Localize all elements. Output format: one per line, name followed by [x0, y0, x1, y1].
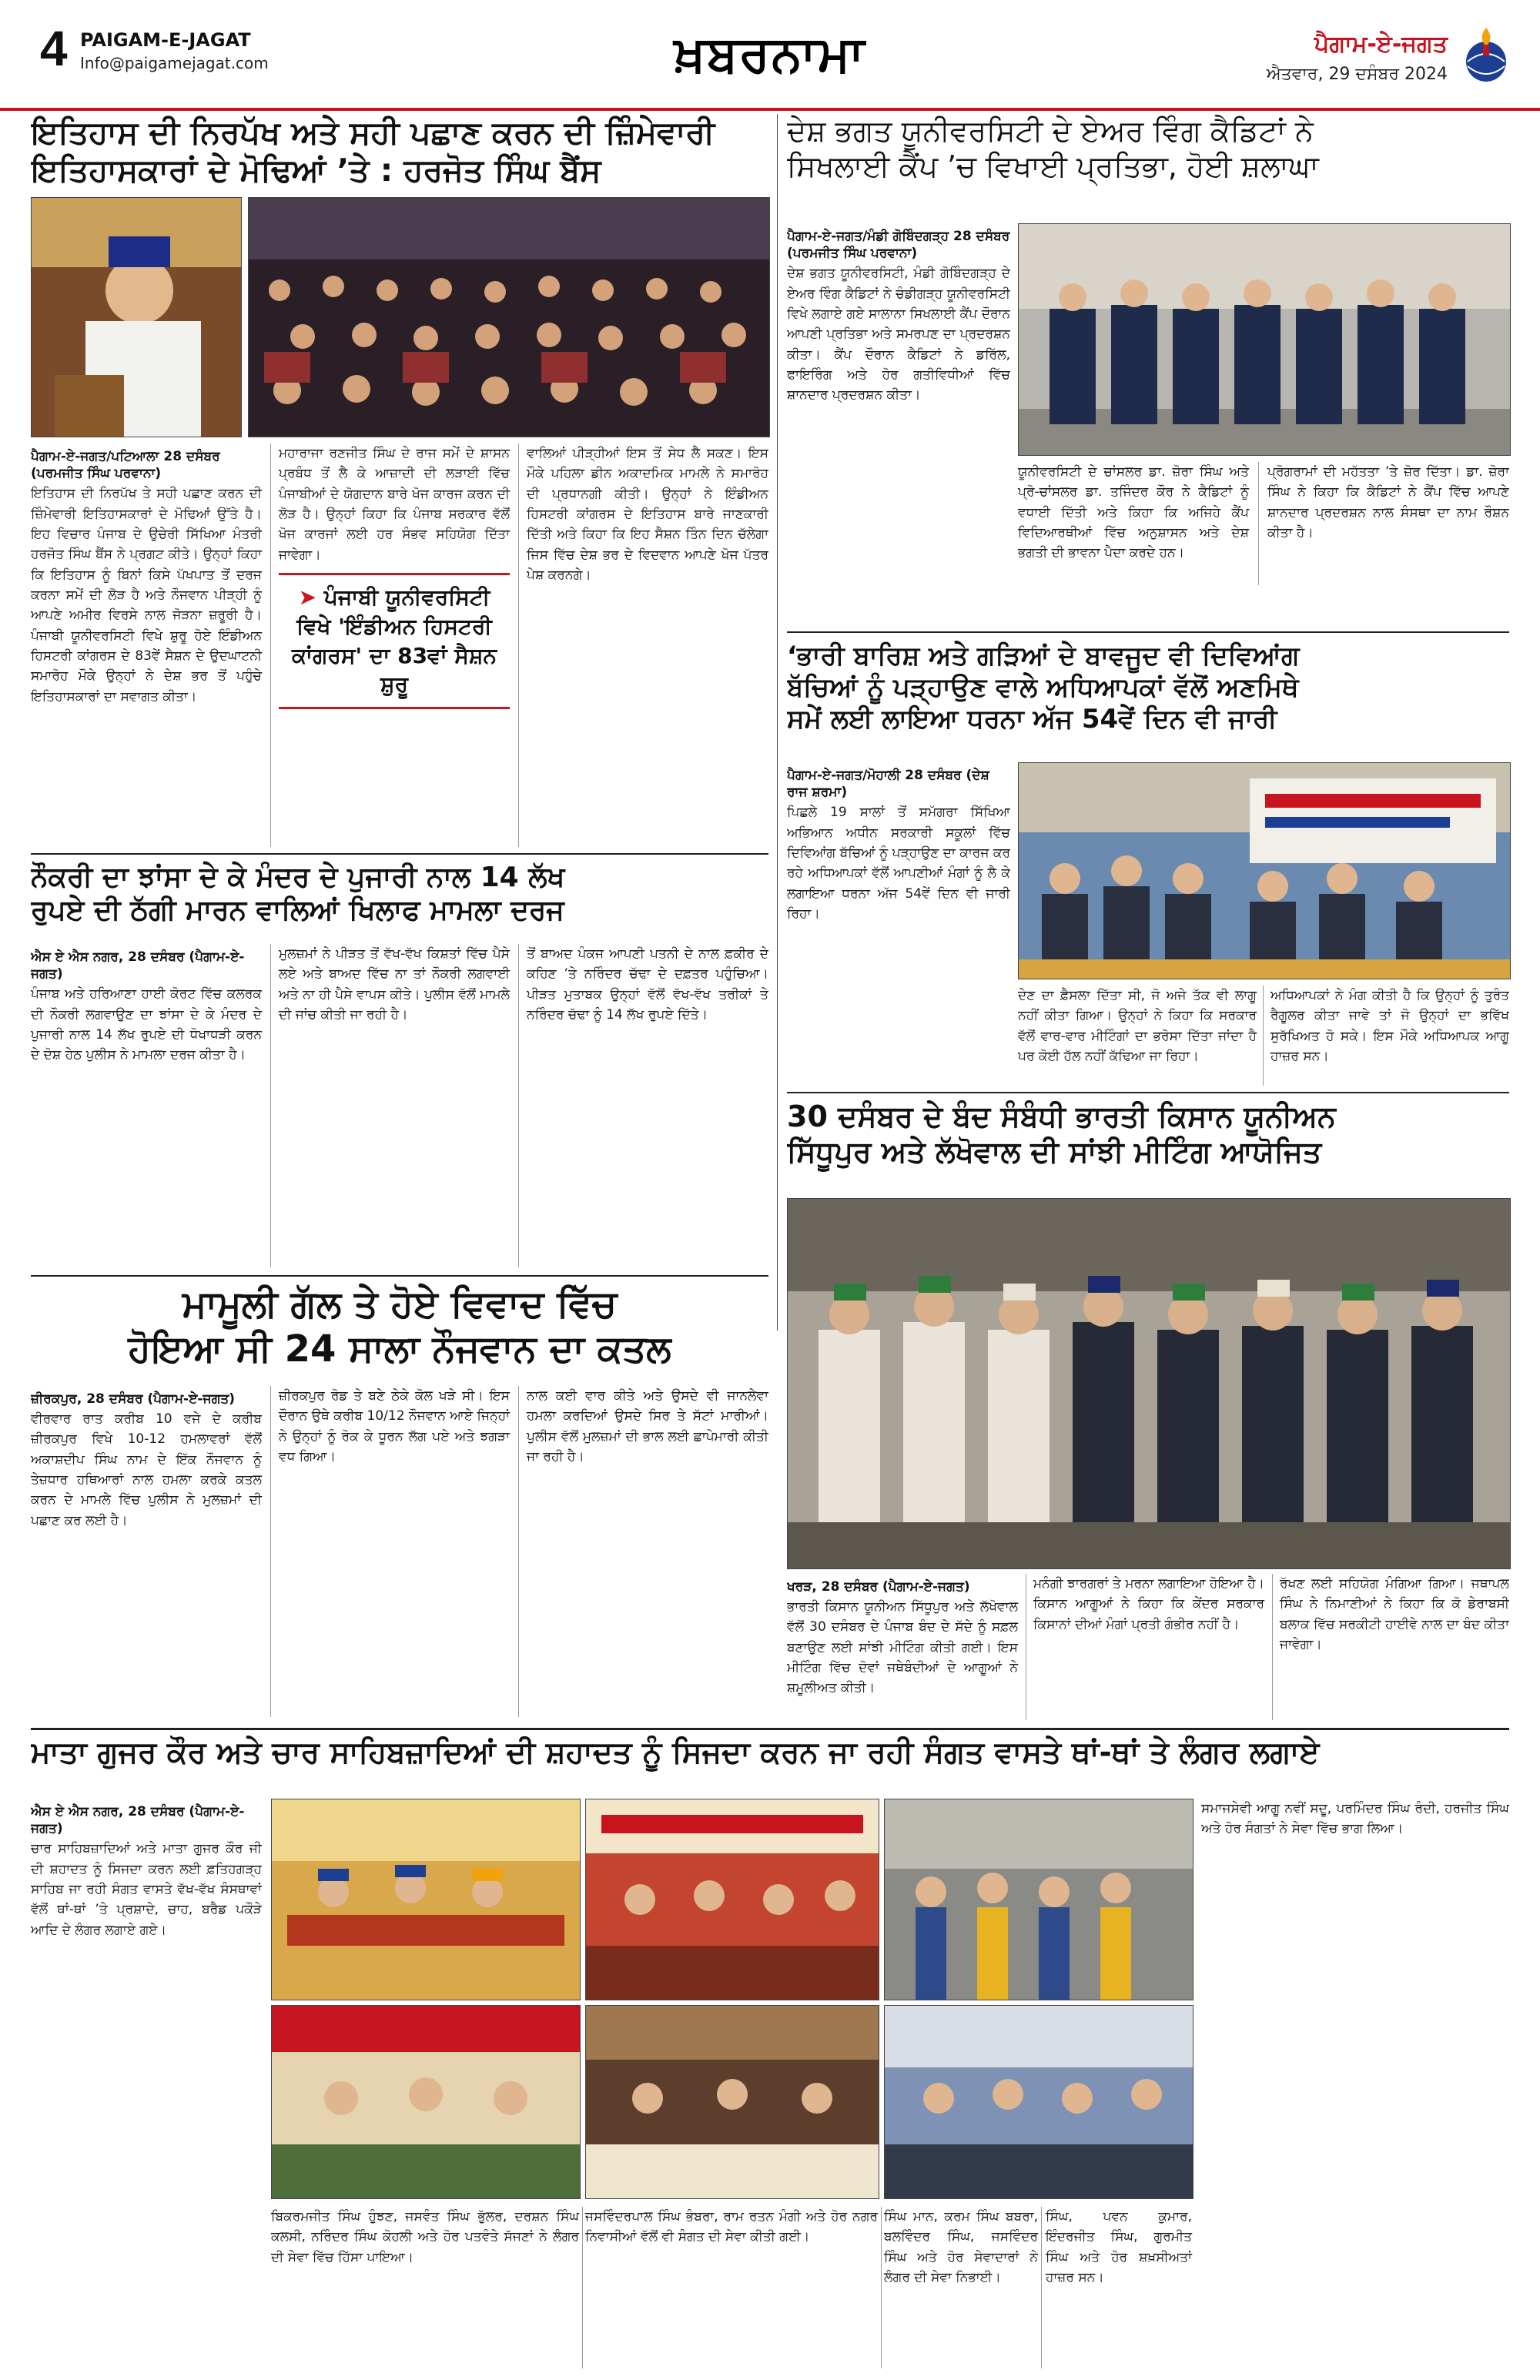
photo-langar-6: [884, 2005, 1194, 2199]
photo-teachers-protest: [1018, 762, 1511, 979]
headline: ਮਾਮੂਲੀ ਗੱਲ ਤੇ ਹੋਏ ਵਿਵਾਦ ਵਿੱਚ: [182, 1283, 618, 1326]
body-text: ਨਾਲ ਕਈ ਵਾਰ ਕੀਤੇ ਅਤੇ ਉਸਦੇ ਵੀ ਜਾਨਲੇਵਾ ਹਮਲਾ ਕਰਦਿਆਂ ਉਸਦੇ ਸਿਰ ਤੇ ਸੱਟਾਂ ਮਾਰੀਆਂ। ਪੁਲੀਸ ਵੱਲੋਂ ਮੁਲਜ਼ਮਾਂ ਦੀ ਭਾਲ ਲਈ ਛਾਪੇਮਾਰੀ ਕੀਤੀ ਜਾ ਰਹੀ ਹੈ।: [527, 1388, 768, 1465]
article-divider: [31, 1275, 768, 1277]
photo-langar-1: [271, 1799, 581, 2000]
page-number: 4: [40, 21, 68, 76]
article-kisan-body: [787, 1574, 1509, 1720]
body-text: ਤੋਂ ਬਾਅਦ ਪੰਕਜ ਆਪਣੀ ਪਤਨੀ ਦੇ ਨਾਲ ਫ਼ਕੀਰ ਦੇ ਕਹਿਣ ’ਤੇ ਨਰਿੰਦਰ ਚੱਢਾ ਦੇ ਦਫ਼ਤਰ ਪਹੁੰਚਿਆ। ਪੀੜਤ ਮੁਤਾਬਕ ਉਨ੍ਹਾਂ ਵੱਲੋਂ ਵੱਖ-ਵੱਖ ਤਰੀਕਾਂ ਤੇ ਨਰਿੰਦਰ ਚੱਢਾ ਨੂੰ 14 ਲੱਖ ਰੁਪਏ ਦਿੱਤੇ।: [527, 946, 768, 1023]
body-text: ਦੇਣ ਦਾ ਫ਼ੈਸਲਾ ਦਿੱਤਾ ਸੀ, ਜੋ ਅਜੇ ਤੱਕ ਵੀ ਲਾਗੂ ਨਹੀਂ ਕੀਤਾ ਗਿਆ। ਉਨ੍ਹਾਂ ਨੇ ਕਿਹਾ ਕਿ ਸਰਕਾਰ ਵੱਲੋਂ ਵਾਰ-ਵਾਰ ਮੀਟਿੰਗਾਂ ਦਾ ਭਰੋਸਾ ਦਿੱਤਾ ਜਾਂਦਾ ਹੈ ਪਰ ਕੋਈ ਹੱਲ ਨਹੀਂ ਕੱਢਿਆ ਜਾ ਰਿਹਾ।: [1018, 988, 1257, 1065]
body-text: ਮਨੰਗੀ ਝਾਰਗਰਾਂ ਤੇ ਮਰਨਾ ਲਗਾਇਆ ਹੋਇਆ ਹੈ। ਕਿਸਾਨ ਆਗੂਆਂ ਨੇ ਕਿਹਾ ਕਿ ਕੇਂਦਰ ਸਰਕਾਰ ਕਿਸਾਨਾਂ ਦੀਆਂ ਮੰਗਾਂ ਪ੍ਰਤੀ ਗੰਭੀਰ ਨਹੀਂ ਹੈ।: [1033, 1576, 1264, 1632]
page-column-divider: [777, 114, 778, 1331]
dateline: ਜ਼ੀਰਕਪੁਰ, 28 ਦਸੰਬਰ (ਪੈਗਾਮ-ਏ-ਜਗਤ): [31, 1391, 236, 1407]
column-divider: [881, 2207, 882, 2368]
body-text: ਵਾਲਿਆਂ ਪੀੜ੍ਹੀਆਂ ਇਸ ਤੋਂ ਸੇਧ ਲੈ ਸਕਣ। ਇਸ ਮੌਕੇ ਪਹਿਲਾ ਡੀਨ ਅਕਾਦਮਿਕ ਮਾਮਲੇ ਨੇ ਸਮਾਰੋਹ ਦੀ ਪ੍ਰਧਾਨਗੀ ਕੀਤੀ। ਉਨ੍ਹਾਂ ਨੇ ਇੰਡੀਅਨ ਹਿਸਟਰੀ ਕਾਂਗਰਸ ਦੇ ਇਤਿਹਾਸ ਬਾਰੇ ਜਾਣਕਾਰੀ ਦਿੱਤੀ ਅਤੇ ਕਿਹਾ ਕਿ ਇਹ ਸੈਸ਼ਨ ਤਿੰਨ ਦਿਨ ਚੱਲੇਗਾ ਜਿਸ ਵਿੱਚ ਦੇਸ਼ ਭਰ ਦੇ ਵਿਦਵਾਨ ਆਪਣੇ ਖੋਜ ਪੱਤਰ ਪੇਸ਼ ਕਰਨਗੇ।: [527, 446, 768, 584]
body-text: ਜ਼ੀਰਕਪੁਰ ਰੋਡ ਤੇ ਬਣੇ ਠੇਕੇ ਕੋਲ ਖੜੇ ਸੀ। ਇਸ ਦੌਰਾਨ ਉਥੇ ਕਰੀਬ 10/12 ਨੌਜਵਾਨ ਆਏ ਜਿਨ੍ਹਾਂ ਨੇ ਉਨ੍ਹਾਂ ਨੂੰ ਰੋਕ ਕੇ ਧੂਰਨ ਲੱਗ ਪਏ ਅਤੇ ਝਗੜਾ ਵਧ ਗਿਆ।: [279, 1388, 510, 1465]
headline: 30 ਦਸੰਬਰ ਦੇ ਬੰਦ ਸੰਬੰਧੀ ਭਾਰਤੀ ਕਿਸਾਨ ਯੂਨੀਅਨ: [787, 1100, 1336, 1133]
bullet-icon: ➤: [298, 584, 324, 611]
column-divider: [1263, 986, 1264, 1086]
headline: ਸਮੇਂ ਲਈ ਲਾਇਆ ਧਰਨਾ ਅੱਜ 54ਵੇਂ ਦਿਨ ਵੀ ਜਾਰੀ: [787, 703, 1277, 735]
body-text: ਸਮਾਜਸੇਵੀ ਆਗੂ ਨਵੀਂ ਸਦੂ, ਪਰਮਿੰਦਰ ਸਿੰਘ ਰੰਦੀ, ਹਰਜੀਤ ਸਿੰਘ ਅਤੇ ਹੋਰ ਸੰਗਤਾਂ ਨੇ ਸੇਵਾ ਵਿੱਚ ਭਾਗ ਲਿਆ।: [1201, 1801, 1509, 1837]
column-divider: [1272, 1574, 1273, 1720]
headline: ‘ਭਾਰੀ ਬਾਰਿਸ਼ ਅਤੇ ਗੜਿਆਂ ਦੇ ਬਾਵਜੂਦ ਵੀ ਦਿਵਿਆਂਗ: [787, 641, 1300, 671]
headline: ਮਾਤਾ ਗੁਜਰ ਕੌਰ ਅਤੇ ਚਾਰ ਸਾਹਿਬਜ਼ਾਦਿਆਂ ਦੀ ਸ਼ਹਾਦਤ ਨੂੰ ਸਿਜਦਾ ਕਰਨ ਜਾ ਰਹੀ ਸੰਗਤ ਵਾਸਤੇ ਥਾਂ-ਥਾਂ ਤੇ ਲੰਗਰ ਲਗਾਏ: [31, 1736, 1320, 1770]
body-text: ਇਤਿਹਾਸ ਦੀ ਨਿਰਪੱਖ ਤੇ ਸਹੀ ਪਛਾਣ ਕਰਨ ਦੀ ਜ਼ਿੰਮੇਵਾਰੀ ਇਤਿਹਾਸਕਾਰਾਂ ਦੇ ਮੋਢਿਆਂ ਉੱਤੇ ਹੈ। ਇਹ ਵਿਚਾਰ ਪੰਜਾਬ ਦੇ ਉਚੇਰੀ ਸਿੱਖਿਆ ਮੰਤਰੀ ਹਰਜੋਤ ਸਿੰਘ ਬੈਂਸ ਨੇ ਪ੍ਰਗਟ ਕੀਤੇ। ਉਨ੍ਹਾਂ ਕਿਹਾ ਕਿ ਇਤਿਹਾਸ ਨੂੰ ਬਿਨਾਂ ਕਿਸੇ ਪੱਖਪਾਤ ਤੋਂ ਦਰਜ ਕਰਨਾ ਸਮੇਂ ਦੀ ਲੋੜ ਹੈ ਅਤੇ ਨੌਜਵਾਨ ਪੀੜ੍ਹੀ ਨੂੰ ਆਪਣੇ ਅਮੀਰ ਵਿਰਸੇ ਨਾਲ ਜੋੜਨਾ ਜ਼ਰੂਰੀ ਹੈ। ਪੰਜਾਬੀ ਯੂਨੀਵਰਸਿਟੀ ਵਿਖੇ ਸ਼ੁਰੂ ਹੋਏ ਇੰਡੀਅਨ ਹਿਸਟਰੀ ਕਾਂਗਰਸ ਦੇ 83ਵੇਂ ਸੈਸ਼ਨ ਦੇ ਉਦਘਾਟਨੀ ਸਮਾਰੋਹ ਮੌਕੇ ਉਨ੍ਹਾਂ ਨੇ ਦੇਸ਼ ਭਰ ਤੋਂ ਪਹੁੰਚੇ ਇਤਿਹਾਸਕਾਰਾਂ ਦਾ ਸਵਾਗਤ ਕੀਤਾ।: [31, 486, 262, 705]
dateline: ਪੈਗਾਮ-ਏ-ਜਗਤ/ਮੰਡੀ ਗੋਬਿੰਦਗੜ੍ਹ 28 ਦਸੰਬਰ (ਪਰਮਜੀਤ ਸਿੰਘ ਪਰਵਾਨਾ): [787, 229, 1010, 262]
article-history: [31, 114, 768, 191]
column-divider: [270, 1386, 271, 1717]
headline: ਇਤਿਹਾਸਕਾਰਾਂ ਦੇ ਮੋਢਿਆਂ ’ਤੇ : ਹਰਜੋਤ ਸਿੰਘ ਬੈਂਸ: [31, 152, 601, 189]
article-langar-bottom: [31, 2207, 1509, 2368]
body-text: ਮਹਾਰਾਜਾ ਰਣਜੀਤ ਸਿੰਘ ਦੇ ਰਾਜ ਸਮੇਂ ਦੇ ਸ਼ਾਸਨ ਪ੍ਰਬੰਧ ਤੋਂ ਲੈ ਕੇ ਆਜ਼ਾਦੀ ਦੀ ਲੜਾਈ ਵਿੱਚ ਪੰਜਾਬੀਆਂ ਦੇ ਯੋਗਦਾਨ ਬਾਰੇ ਖੋਜ ਕਾਰਜ ਕਰਨ ਦੀ ਲੋੜ ਹੈ। ਉਨ੍ਹਾਂ ਕਿਹਾ ਕਿ ਪੰਜਾਬ ਸਰਕਾਰ ਵੱਲੋਂ ਖੋਜ ਕਾਰਜਾਂ ਲਈ ਹਰ ਸੰਭਵ ਸਹਿਯੋਗ ਦਿੱਤਾ ਜਾਵੇਗਾ।: [279, 446, 510, 563]
dateline: ਪੈਗਾਮ-ਏ-ਜਗਤ/ਪਟਿਆਲਾ 28 ਦਸੰਬਰ (ਪਰਮਜੀਤ ਸਿੰਘ ਪਰਵਾਨਾ): [31, 449, 220, 482]
article-history-body: [31, 444, 768, 847]
issue-date: ਐਤਵਾਰ, 29 ਦਸੰਬਰ 2024: [1266, 65, 1448, 84]
photo-cadets-group: [1018, 223, 1511, 456]
photo-audience-hall: [248, 197, 770, 437]
article-divider: [787, 631, 1509, 633]
body-text: ਪੰਜਾਬ ਅਤੇ ਹਰਿਆਣਾ ਹਾਈ ਕੋਰਟ ਵਿੱਚ ਕਲਰਕ ਦੀ ਨੌਕਰੀ ਲਗਵਾਉਣ ਦਾ ਝਾਂਸਾ ਦੇ ਕੇ ਮੰਦਰ ਦੇ ਪੁਜਾਰੀ ਨਾਲ 14 ਲੱਖ ਰੁਪਏ ਦੀ ਧੋਖਾਧੜੀ ਕਰਨ ਦੇ ਦੋਸ਼ ਹੇਠ ਪੁਲੀਸ ਨੇ ਮਾਮਲਾ ਦਰਜ ਕੀਤਾ ਹੈ।: [31, 986, 262, 1063]
photo-langar-3: [884, 1799, 1194, 2000]
body-text: ਚਾਰ ਸਾਹਿਬਜ਼ਾਦਿਆਂ ਅਤੇ ਮਾਤਾ ਗੁਜਰ ਕੌਰ ਜੀ ਦੀ ਸ਼ਹਾਦਤ ਨੂੰ ਸਿਜਦਾ ਕਰਨ ਲਈ ਫ਼ਤਿਹਗੜ੍ਹ ਸਾਹਿਬ ਜਾ ਰਹੀ ਸੰਗਤ ਵਾਸਤੇ ਵੱਖ-ਵੱਖ ਸੰਸਥਾਵਾਂ ਵੱਲੋਂ ਥਾਂ-ਥਾਂ ’ਤੇ ਪ੍ਰਸ਼ਾਦੇ, ਚਾਹ, ਬਰੈਡ ਪਕੌੜੇ ਆਦਿ ਦੇ ਲੰਗਰ ਲਗਾਏ ਗਏ।: [31, 1841, 262, 1938]
column-divider: [518, 444, 519, 847]
body-text: [31, 2207, 262, 2227]
body-text: ਯੂਨੀਵਰਸਿਟੀ ਦੇ ਚਾਂਸਲਰ ਡਾ. ਜ਼ੋਰਾ ਸਿੰਘ ਅਤੇ ਪ੍ਰੋ-ਚਾਂਸਲਰ ਡਾ. ਤਜਿੰਦਰ ਕੌਰ ਨੇ ਕੈਡਿਟਾਂ ਨੂੰ ਵਧਾਈ ਦਿੱਤੀ ਅਤੇ ਕਿਹਾ ਕਿ ਅਜਿਹੇ ਕੈਂਪ ਵਿਦਿਆਰਥੀਆਂ ਵਿੱਚ ਅਨੁਸ਼ਾਸਨ ਅਤੇ ਦੇਸ਼ ਭਗਤੀ ਦੀ ਭਾਵਨਾ ਪੈਦਾ ਕਰਦੇ ਹਨ।: [1018, 464, 1249, 561]
photo-langar-2: [585, 1799, 879, 2000]
article-fraud: [31, 861, 768, 938]
body-text: ਬਿਕਰਮਜੀਤ ਸਿੰਘ ਹੁੰਝਣ, ਜਸਵੰਤ ਸਿੰਘ ਭੁੱਲਰ, ਦਰਸ਼ਨ ਸਿੰਘ ਕਲਸੀ, ਨਰਿੰਦਰ ਸਿੰਘ ਕੋਹਲੀ ਅਤੇ ਹੋਰ ਪਤਵੰਤੇ ਸੱਜਣਾਂ ਨੇ ਲੰਗਰ ਦੀ ਸੇਵਾ ਵਿੱਚ ਹਿੱਸਾ ਪਾਇਆ।: [271, 2209, 579, 2265]
body-text: ਵੀਰਵਾਰ ਰਾਤ ਕਰੀਬ 10 ਵਜੇ ਦੇ ਕਰੀਬ ਜ਼ੀਰਕਪੁਰ ਵਿਖੇ 10-12 ਹਮਲਾਵਰਾਂ ਵੱਲੋਂ ਅਕਾਸ਼ਦੀਪ ਸਿੰਘ ਨਾਮ ਦੇ ਇੱਕ ਨੌਜਵਾਨ ਨੂੰ ਤੇਜ਼ਧਾਰ ਹਥਿਆਰਾਂ ਨਾਲ ਹਮਲਾ ਕਰਕੇ ਕਤਲ ਕਰਨ ਦੇ ਮਾਮਲੇ ਵਿੱਚ ਪੁਲੀਸ ਨੇ ਮੁਲਜ਼ਮਾਂ ਦੀ ਪਛਾਣ ਕਰ ਲਈ ਹੈ।: [31, 1411, 262, 1528]
column-divider: [270, 944, 271, 1267]
article-subhead: ➤ ਪੰਜਾਬੀ ਯੂਨੀਵਰਸਿਟੀ ਵਿਖੇ 'ਇੰਡੀਅਨ ਹਿਸਟਰੀ ਕਾਂਗਰਸ' ਦਾ 83ਵਾਂ ਸੈਸ਼ਨ ਸ਼ੁਰੂ: [279, 573, 510, 709]
article-langar-right: [1201, 1799, 1509, 2199]
section-title: ਖ਼ਬਰਨਾਮਾ: [674, 26, 866, 83]
torch-globe-logo-icon: [1455, 23, 1517, 92]
article-desh-bhagat-lead: [787, 223, 1010, 477]
dateline: ਪੈਗਾਮ-ਏ-ਜਗਤ/ਮੋਹਾਲੀ 28 ਦਸੰਬਰ (ਦੇਸ਼ ਰਾਜ ਸ਼ਰਮਾ): [787, 768, 989, 801]
photo-minister-speech: [31, 197, 242, 437]
body-text: ਅਧਿਆਪਕਾਂ ਨੇ ਮੰਗ ਕੀਤੀ ਹੈ ਕਿ ਉਨ੍ਹਾਂ ਨੂੰ ਤੁਰੰਤ ਰੈਗੂਲਰ ਕੀਤਾ ਜਾਵੇ ਤਾਂ ਜੋ ਉਨ੍ਹਾਂ ਦਾ ਭਵਿੱਖ ਸੁਰੱਖਿਅਤ ਹੋ ਸਕੇ। ਇਸ ਮੌਕੇ ਅਧਿਆਪਕ ਆਗੂ ਹਾਜ਼ਰ ਸਨ।: [1270, 988, 1509, 1065]
body-text: ਰੱਖਣ ਲਈ ਸਹਿਯੋਗ ਮੰਗਿਆ ਗਿਆ। ਜਥਾਪਲ ਸਿੰਘ ਨੇ ਨਿਮਾਣੀਆਂ ਨੇ ਕਿਹਾ ਕਿ ਕੋ ਡੇਰਾਬਸੀ ਬਲਾਕ ਵਿੱਚ ਸਰਕੀਟੀ ਹਾਈਵੇ ਨਾਲ ਦਾ ਬੰਦ ਕੀਤਾ ਜਾਵੇਗਾ।: [1280, 1576, 1509, 1653]
photo-langar-4: [271, 2005, 581, 2199]
body-text: ਪਿਛਲੇ 19 ਸਾਲਾਂ ਤੋਂ ਸਮੱਗਰਾ ਸਿੱਖਿਆ ਅਭਿਆਨ ਅਧੀਨ ਸਰਕਾਰੀ ਸਕੂਲਾਂ ਵਿੱਚ ਦਿਵਿਆਂਗ ਬੱਚਿਆਂ ਨੂੰ ਪੜ੍ਹਾਉਣ ਦਾ ਕਾਰਜ ਕਰ ਰਹੇ ਅਧਿਆਪਕਾਂ ਵੱਲੋਂ ਆਪਣੀਆਂ ਮੰਗਾਂ ਨੂੰ ਲੈ ਕੇ ਲਗਾਇਆ ਧਰਨਾ ਅੱਜ 54ਵੇਂ ਦਿਨ ਵੀ ਜਾਰੀ ਰਿਹਾ।: [787, 805, 1010, 922]
column-divider: [518, 1386, 519, 1717]
article-divider: [31, 853, 768, 855]
headline: ਸਿੱਧੂਪੁਰ ਅਤੇ ਲੱਖੋਵਾਲ ਦੀ ਸਾਂਝੀ ਮੀਟਿੰਗ ਆਯੋਜਿਤ: [787, 1134, 1322, 1169]
article-desh-bhagat: [787, 114, 1509, 214]
body-text: ਪ੍ਰੋਗਰਾਮਾਂ ਦੀ ਮਹੱਤਤਾ ’ਤੇ ਜ਼ੋਰ ਦਿੱਤਾ। ਡਾ. ਜ਼ੋਰਾ ਸਿੰਘ ਨੇ ਕਿਹਾ ਕਿ ਕੈਡਿਟਾਂ ਨੇ ਕੈਂਪ ਵਿੱਚ ਆਪਣੇ ਸ਼ਾਨਦਾਰ ਪ੍ਰਦਰਸ਼ਨ ਨਾਲ ਸੰਸਥਾ ਦਾ ਨਾਮ ਰੌਸ਼ਨ ਕੀਤਾ ਹੈ।: [1267, 464, 1509, 541]
column-divider: [582, 2207, 583, 2368]
headline: ਦੇਸ਼ ਭਗਤ ਯੂਨੀਵਰਸਿਟੀ ਦੇ ਏਅਰ ਵਿੰਗ ਕੈਡਿਟਾਂ ਨੇ: [787, 114, 1314, 148]
article-teachers-more: [1018, 986, 1509, 1086]
headline: ਬੱਚਿਆਂ ਨੂੰ ਪੜ੍ਹਾਉਣ ਵਾਲੇ ਅਧਿਆਪਕਾਂ ਵੱਲੋਂ ਅਣਮਿਥੇ: [787, 671, 1299, 703]
body-text: ਦੇਸ਼ ਭਗਤ ਯੂਨੀਵਰਸਿਟੀ, ਮੰਡੀ ਗੋਬਿੰਦਗੜ੍ਹ ਦੇ ਏਅਰ ਵਿੰਗ ਕੈਡਿਟਾਂ ਨੇ ਚੰਡੀਗੜ੍ਹ ਯੂਨੀਵਰਸਿਟੀ ਵਿਖੇ ਲਗਾਏ ਗਏ ਸਾਲਾਨਾ ਸਿਖਲਾਈ ਕੈਂਪ ਦੌਰਾਨ ਆਪਣੀ ਪ੍ਰਤਿਭਾ ਅਤੇ ਸਮਰਪਣ ਦਾ ਪ੍ਰਦਰਸ਼ਨ ਕੀਤਾ। ਕੈਂਪ ਦੌਰਾਨ ਕੈਡਿਟਾਂ ਨੇ ਡਰਿੱਲ, ਫਾਇਰਿੰਗ ਅਤੇ ਹੋਰ ਗਤੀਵਿਧੀਆਂ ਵਿੱਚ ਸ਼ਾਨਦਾਰ ਪ੍ਰਦਰਸ਼ਨ ਕੀਤਾ।: [787, 266, 1010, 403]
body-text: ਭਾਰਤੀ ਕਿਸਾਨ ਯੂਨੀਅਨ ਸਿੱਧੂਪੁਰ ਅਤੇ ਲੱਖੋਵਾਲ ਵੱਲੋਂ 30 ਦਸੰਬਰ ਦੇ ਪੰਜਾਬ ਬੰਦ ਦੇ ਸੱਦੇ ਨੂੰ ਸਫ਼ਲ ਬਣਾਉਣ ਲਈ ਸਾਂਝੀ ਮੀਟਿੰਗ ਕੀਤੀ ਗਈ। ਇਸ ਮੀਟਿੰਗ ਵਿੱਚ ਦੋਵਾਂ ਜਥੇਬੰਦੀਆਂ ਦੇ ਆਗੂਆਂ ਨੇ ਸ਼ਮੂਲੀਅਤ ਕੀਤੀ।: [787, 1599, 1018, 1696]
headline: ਸਿਖਲਾਈ ਕੈਂਪ ’ਚ ਵਿਖਾਈ ਪ੍ਰਤਿਭਾ, ਹੋਈ ਸ਼ਲਾਘਾ: [787, 149, 1319, 183]
masthead: [0, 0, 1540, 111]
headline: ਰੁਪਏ ਦੀ ਠੱਗੀ ਮਾਰਨ ਵਾਲਿਆਂ ਖਿਲਾਫ ਮਾਮਲਾ ਦਰਜ: [31, 895, 564, 927]
brand-name: PAIGAM-E-JAGAT: [80, 29, 251, 51]
headline: ਇਤਿਹਾਸ ਦੀ ਨਿਰਪੱਖ ਅਤੇ ਸਹੀ ਪਛਾਣ ਕਰਨ ਦੀ ਜ਼ਿੰਮੇਵਾਰੀ: [31, 114, 715, 151]
brand-name-punjabi: ਪੈਗਾਮ-ਏ-ਜਗਤ: [1314, 31, 1448, 58]
photo-langar-5: [585, 2005, 879, 2199]
article-divider: [787, 1092, 1509, 1093]
column-divider: [518, 944, 519, 1267]
body-text: [787, 485, 1010, 505]
headline: ਹੋਇਆ ਸੀ 24 ਸਾਲਾ ਨੌਜਵਾਨ ਦਾ ਕਤਲ: [128, 1327, 671, 1371]
column-divider: [1041, 2207, 1042, 2368]
article-langar-lead: [31, 1799, 262, 2099]
body-text: ਜਸਵਿੰਦਰਪਾਲ ਸਿੰਘ ਭੰਬਰਾ, ਰਾਮ ਰਤਨ ਮੰਗੀ ਅਤੇ ਹੋਰ ਨਗਰ ਨਿਵਾਸੀਆਂ ਵੱਲੋਂ ਵੀ ਸੰਗਤ ਦੀ ਸੇਵਾ ਕੀਤੀ ਗਈ।: [585, 2209, 878, 2245]
article-divider: [31, 1728, 1509, 1730]
article-langar: [31, 1736, 1509, 1789]
column-divider: [1258, 462, 1259, 585]
column-divider: [270, 444, 271, 847]
article-desh-bhagat-more: [787, 462, 1509, 585]
article-fraud-body: [31, 944, 768, 1267]
article-murder: [31, 1283, 768, 1375]
contact-email[interactable]: Info@paigamejagat.com: [80, 54, 269, 72]
dateline: ਖਰੜ, 28 ਦਸੰਬਰ (ਪੈਗਾਮ-ਏ-ਜਗਤ): [787, 1579, 970, 1595]
photo-kisan-meeting: [787, 1198, 1511, 1569]
dateline: ਐਸ ਏ ਐਸ ਨਗਰ, 28 ਦਸੰਬਰ (ਪੈਗਾਮ-ਏ-ਜਗਤ): [31, 1804, 245, 1837]
headline: ਨੌਕਰੀ ਦਾ ਝਾਂਸਾ ਦੇ ਕੇ ਮੰਦਰ ਦੇ ਪੁਜਾਰੀ ਨਾਲ 14 ਲੱਖ: [31, 862, 565, 893]
article-murder-body: [31, 1386, 768, 1717]
body-text: ਸਿੰਘ ਮਾਨ, ਕਰਮ ਸਿੰਘ ਬਬਰਾ, ਬਲਵਿੰਦਰ ਸਿੰਘ, ਜਸਵਿੰਦਰ ਸਿੰਘ ਅਤੇ ਹੋਰ ਸੇਵਾਦਾਰਾਂ ਨੇ ਲੰਗਰ ਦੀ ਸੇਵਾ ਨਿਭਾਈ।: [884, 2209, 1038, 2286]
article-kisan: [787, 1100, 1509, 1192]
article-teachers: [787, 641, 1509, 756]
dateline: ਐਸ ਏ ਐਸ ਨਗਰ, 28 ਦਸੰਬਰ (ਪੈਗਾਮ-ਏ-ਜਗਤ): [31, 949, 245, 982]
article-teachers-lead: [787, 762, 1010, 1047]
body-text: ਮੁਲਜ਼ਮਾਂ ਨੇ ਪੀੜਤ ਤੋਂ ਵੱਖ-ਵੱਖ ਕਿਸ਼ਤਾਂ ਵਿੱਚ ਪੈਸੇ ਲਏ ਅਤੇ ਬਾਅਦ ਵਿੱਚ ਨਾ ਤਾਂ ਨੌਕਰੀ ਲਗਵਾਈ ਅਤੇ ਨਾ ਹੀ ਪੈਸੇ ਵਾਪਸ ਕੀਤੇ। ਪੁਲੀਸ ਵੱਲੋਂ ਮਾਮਲੇ ਦੀ ਜਾਂਚ ਕੀਤੀ ਜਾ ਰਹੀ ਹੈ।: [279, 946, 510, 1023]
body-text: ਸਿੰਘ, ਪਵਨ ਕੁਮਾਰ, ਇੰਦਰਜੀਤ ਸਿੰਘ, ਗੁਰਮੀਤ ਸਿੰਘ ਅਤੇ ਹੋਰ ਸ਼ਖ਼ਸੀਅਤਾਂ ਹਾਜ਼ਰ ਸਨ।: [1046, 2209, 1192, 2286]
